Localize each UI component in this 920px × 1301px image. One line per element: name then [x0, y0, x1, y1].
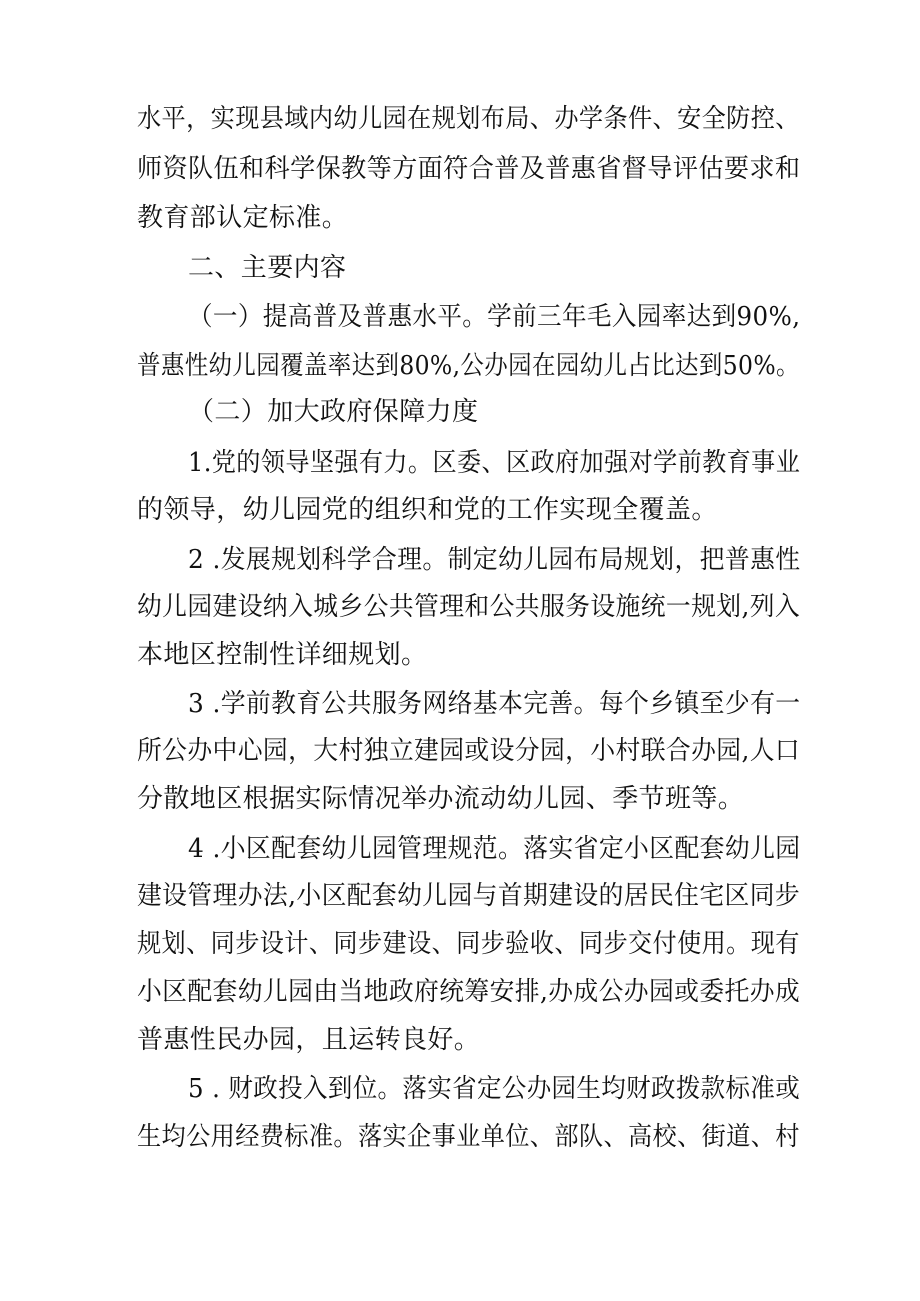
body-text-line: 水平，实现县域内幼儿园在规划布局、办学条件、安全防控、	[137, 104, 800, 134]
numbered-item-start: 3 .学前教育公共服务网络基本完善。每个乡镇至少有一	[188, 689, 801, 719]
body-text-line: 教育部认定标准。	[137, 203, 349, 233]
body-text-line: 分散地区根据实际情况举办流动幼儿园、季节班等。	[137, 784, 745, 814]
section-heading: 二、主要内容	[188, 253, 347, 283]
body-text-line: 师资队伍和科学保教等方面符合普及普惠省督导评估要求和	[137, 154, 801, 184]
numbered-item-start: 1.党的领导坚强有力。区委、区政府加强对学前教育事业	[188, 448, 801, 478]
body-text-line: 小区配套幼儿园由当地政府统筹安排,办成公办园或委托办成	[137, 977, 801, 1007]
body-text-line: 普惠性幼儿园覆盖率达到80%,公办园在园幼儿占比达到50%。	[137, 351, 800, 381]
subsection-heading: （一）提高普及普惠水平。学前三年毛入园率达到90%,	[188, 302, 801, 332]
numbered-item-start: 4 .小区配套幼儿园管理规范。落实省定小区配套幼儿园	[188, 834, 801, 864]
body-text-line: 所公办中心园，大村独立建园或设分园，小村联合办园,人口	[137, 736, 801, 766]
body-text-line: 普惠性民办园，且运转良好。	[137, 1025, 481, 1055]
subsection-heading: （二）加大政府保障力度	[188, 397, 479, 427]
body-text-line: 建设管理办法,小区配套幼儿园与首期建设的居民住宅区同步	[137, 881, 801, 911]
body-text-line: 本地区控制性详细规划。	[137, 640, 428, 670]
body-text-line: 的领导，幼儿园党的组织和党的工作实现全覆盖。	[137, 495, 718, 525]
body-text-line: 规划、同步设计、同步建设、同步验收、同步交付使用。现有	[137, 929, 800, 959]
numbered-item-start: 5 . 财政投入到位。落实省定公办园生均财政拨款标准或	[188, 1074, 801, 1104]
body-text-line: 幼儿园建设纳入城乡公共管理和公共服务设施统一规划,列入	[137, 592, 801, 622]
body-text-line: 生均公用经费标准。落实企事业单位、部队、高校、街道、村	[137, 1122, 800, 1152]
numbered-item-start: 2 .发展规划科学合理。制定幼儿园布局规划，把普惠性	[188, 545, 801, 575]
